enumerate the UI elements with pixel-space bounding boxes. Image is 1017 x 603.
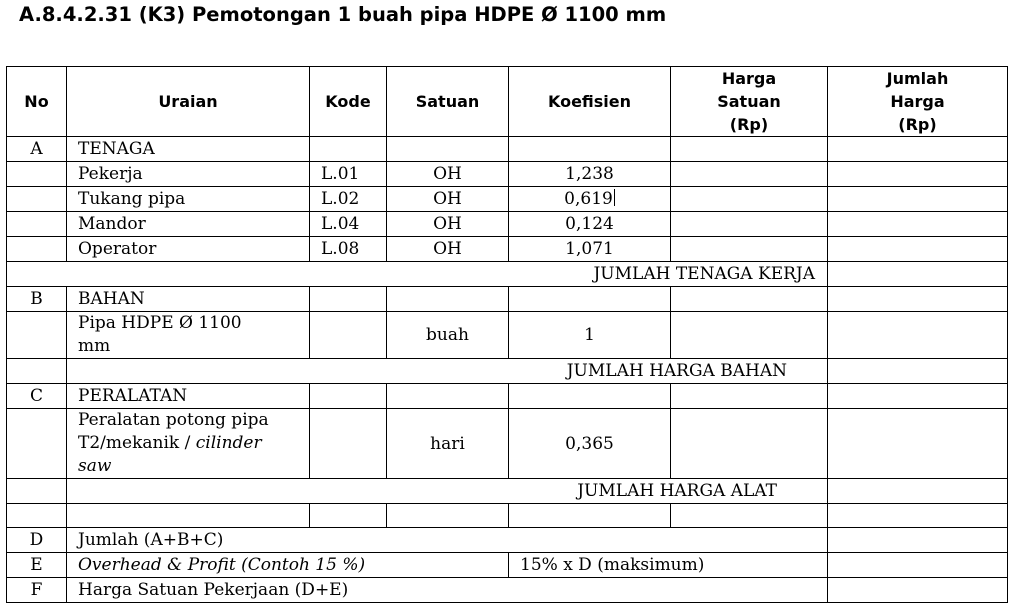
section-row-tenaga: [7, 137, 1008, 162]
table-row: [7, 162, 1008, 187]
section-label: PERALATAN: [67, 384, 310, 409]
header-row: [7, 67, 1008, 137]
uraian-cell: Pipa HDPE Ø 1100 mm: [67, 312, 310, 359]
subtotal-row-peralatan: [7, 479, 1008, 504]
text-cursor: [614, 189, 615, 206]
subtotal-row-bahan: [7, 359, 1008, 384]
koefisien-cell: 1,238: [509, 162, 671, 187]
empty-row: [7, 504, 1008, 528]
subtotal-label: JUMLAH HARGA ALAT: [67, 479, 828, 504]
koefisien-cell: 1: [509, 312, 671, 359]
uraian-cell: Operator: [67, 237, 310, 262]
table-row: [7, 409, 1008, 479]
satuan-cell: buah: [387, 312, 509, 359]
summary-no: E: [7, 553, 67, 578]
koefisien-cell: 0,365: [509, 409, 671, 479]
kode-cell: L.01: [310, 162, 387, 187]
header-jumlah-harga: Jumlah Harga (Rp): [828, 67, 1008, 137]
summary-no: D: [7, 528, 67, 553]
section-no: A: [7, 137, 67, 162]
kode-cell: L.08: [310, 237, 387, 262]
summary-label: Overhead & Profit (Contoh 15 %): [67, 553, 509, 578]
table-row: [7, 187, 1008, 212]
kode-cell: L.04: [310, 212, 387, 237]
uraian-cell: Tukang pipa: [67, 187, 310, 212]
section-label: BAHAN: [67, 287, 310, 312]
table-row: [7, 237, 1008, 262]
koefisien-cell: 0,124: [509, 212, 671, 237]
subtotal-row-tenaga: [7, 262, 1008, 287]
kode-cell: L.02: [310, 187, 387, 212]
section-no: C: [7, 384, 67, 409]
uraian-cell: Pekerja: [67, 162, 310, 187]
satuan-cell: OH: [387, 187, 509, 212]
satuan-cell: OH: [387, 162, 509, 187]
cost-analysis-table: [6, 66, 1008, 603]
satuan-cell: OH: [387, 212, 509, 237]
koefisien-cell[interactable]: 0,619: [509, 187, 671, 212]
summary-label: Harga Satuan Pekerjaan (D+E): [67, 578, 828, 603]
uraian-cell: Peralatan potong pipa T2/mekanik / cilinder saw: [67, 409, 310, 479]
section-row-peralatan: [7, 384, 1008, 409]
summary-note: 15% x D (maksimum): [509, 553, 828, 578]
table-row: [7, 312, 1008, 359]
satuan-cell: OH: [387, 237, 509, 262]
subtotal-label: JUMLAH HARGA BAHAN: [67, 359, 828, 384]
header-satuan: Satuan: [387, 67, 509, 137]
satuan-cell: hari: [387, 409, 509, 479]
header-harga-satuan: Harga Satuan (Rp): [671, 67, 828, 137]
summary-row-d: [7, 528, 1008, 553]
section-row-bahan: [7, 287, 1008, 312]
summary-no: F: [7, 578, 67, 603]
summary-row-f: [7, 578, 1008, 603]
page-title: A.8.4.2.31 (K3) Pemotongan 1 buah pipa HDPE Ø 1100 mm: [19, 3, 667, 26]
header-koefisien: Koefisien: [509, 67, 671, 137]
summary-row-e: [7, 553, 1008, 578]
section-label: TENAGA: [67, 137, 310, 162]
summary-label: Jumlah (A+B+C): [67, 528, 828, 553]
section-no: B: [7, 287, 67, 312]
header-uraian: Uraian: [67, 67, 310, 137]
header-kode: Kode: [310, 67, 387, 137]
uraian-cell: Mandor: [67, 212, 310, 237]
table-row: [7, 212, 1008, 237]
koefisien-cell: 1,071: [509, 237, 671, 262]
subtotal-label: JUMLAH TENAGA KERJA: [7, 262, 828, 287]
header-no: No: [7, 67, 67, 137]
